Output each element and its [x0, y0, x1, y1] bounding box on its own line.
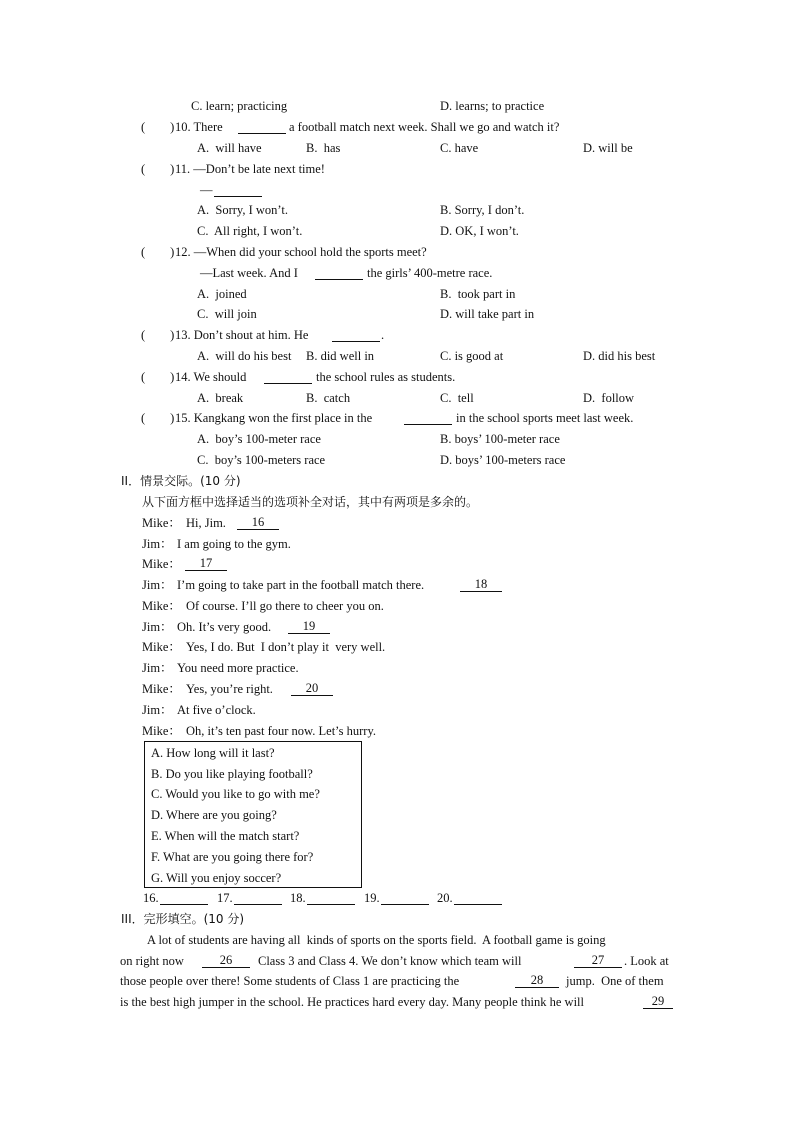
option-a: A. boy’s 100-meter race: [197, 432, 321, 446]
box-option: D. Where are you going?: [151, 808, 277, 822]
dialogue-speaker: Jim：: [142, 661, 173, 675]
question-stem-cont: a football match next week. Shall we go and watch it?: [289, 120, 560, 134]
answer-blank-17: [234, 890, 282, 905]
option-c: C. All right, I won’t.: [197, 224, 303, 238]
section-title: III．完形填空。(10 分): [121, 912, 245, 926]
option-a: A. break: [197, 391, 244, 405]
option-d: D. boys’ 100-meters race: [440, 453, 566, 467]
answer-blank: [332, 327, 380, 342]
question-line2-cont: the girls’ 400-metre race.: [367, 266, 493, 280]
answer-label-18: 18.: [290, 891, 306, 905]
passage-line: those people over there! Some students of Class 1 are practicing the: [120, 974, 460, 988]
dialogue-text: Yes, you’re right.: [186, 682, 273, 696]
answer-label-16: 16.: [143, 891, 159, 905]
question-stem: 11. —Don’t be late next time!: [175, 162, 325, 176]
question-stem-cont: in the school sports meet last week.: [456, 411, 634, 425]
answer-paren: ( ): [141, 328, 175, 342]
option-a: A. Sorry, I won’t.: [197, 203, 288, 217]
dialogue-blank: 19: [288, 619, 330, 634]
answer-blank-16: [160, 890, 208, 905]
passage-blank: 26: [202, 953, 250, 968]
answer-blank-18: [307, 890, 355, 905]
question-line2: —Last week. And I: [200, 266, 298, 280]
question-stem-cont: the school rules as students.: [316, 370, 456, 384]
option-d: D. did his best: [583, 349, 656, 363]
box-option: C. Would you like to go with me?: [151, 787, 320, 801]
dialogue-speaker: Jim：: [142, 578, 173, 592]
option-b: B. catch: [306, 391, 351, 405]
answer-paren: ( ): [141, 245, 175, 259]
dialogue-speaker: Mike：: [142, 599, 181, 613]
dialogue-blank: 20: [291, 681, 333, 696]
answer-paren: ( ): [141, 120, 175, 134]
dialogue-speaker: Mike：: [142, 640, 181, 654]
question-stem: 10. There: [175, 120, 223, 134]
question-stem: 13. Don’t shout at him. He: [175, 328, 309, 342]
option-d: D. will take part in: [440, 307, 535, 321]
section-title: II．情景交际。(10 分): [121, 474, 241, 488]
box-option: E. When will the match start?: [151, 829, 300, 843]
option-c: C. have: [440, 141, 479, 155]
passage-line-cont: Class 3 and Class 4. We don’t know which team will: [258, 954, 522, 968]
option-b: B. boys’ 100-meter race: [440, 432, 560, 446]
answer-paren: ( ): [141, 162, 175, 176]
option-9c: C. learn; practicing: [191, 99, 288, 113]
options-box: [144, 741, 362, 888]
dialogue-speaker: Mike：: [142, 557, 181, 571]
passage-line-cont: . Look at: [624, 954, 669, 968]
dialogue-text: Yes, I do. But I don’t play it very well.: [186, 640, 386, 654]
answer-label-19: 19.: [364, 891, 380, 905]
dialogue-speaker: Mike：: [142, 516, 181, 530]
option-a: A. joined: [197, 287, 247, 301]
dialogue-text: I am going to the gym.: [177, 537, 291, 551]
option-d: D. OK, I won’t.: [440, 224, 519, 238]
dialogue-speaker: Jim：: [142, 537, 173, 551]
passage-line: is the best high jumper in the school. He practices hard every day. Many people think he will: [120, 995, 584, 1009]
passage-blank: 27: [574, 953, 622, 968]
box-option: A. How long will it last?: [151, 746, 275, 760]
option-d: D. follow: [583, 391, 635, 405]
dialogue-blank: 16: [237, 515, 279, 530]
dialogue-speaker: Mike：: [142, 724, 181, 738]
answer-label-17: 17.: [217, 891, 233, 905]
option-b: B. has: [306, 141, 341, 155]
dialogue-text: Oh, it’s ten past four now. Let’s hurry.: [186, 724, 377, 738]
answer-label-20: 20.: [437, 891, 453, 905]
dialogue-text: Oh. It’s very good.: [177, 620, 272, 634]
passage-line-cont: jump. One of them: [566, 974, 664, 988]
dialogue-text: At five o’clock.: [177, 703, 256, 717]
option-b: B. took part in: [440, 287, 516, 301]
dialogue-blank: 17: [185, 556, 227, 571]
question-stem-cont: .: [381, 328, 385, 342]
passage-blank: 29: [643, 994, 673, 1009]
option-c: C. will join: [197, 307, 257, 321]
option-b: B. Sorry, I don’t.: [440, 203, 525, 217]
answer-blank: [214, 182, 262, 197]
question-stem: 15. Kangkang won the first place in the: [175, 411, 373, 425]
answer-blank: [404, 410, 452, 425]
answer-blank-19: [381, 890, 429, 905]
option-a: A. will have: [197, 141, 262, 155]
question-stem: 12. —When did your school hold the sports meet?: [175, 245, 427, 259]
dialogue-blank: 18: [460, 577, 502, 592]
dialogue-speaker: Mike：: [142, 682, 181, 696]
passage-blank: 28: [515, 973, 559, 988]
box-option: B. Do you like playing football?: [151, 767, 313, 781]
option-c: C. is good at: [440, 349, 504, 363]
box-option: G. Will you enjoy soccer?: [151, 871, 282, 885]
option-b: B. did well in: [306, 349, 375, 363]
section-instruction: 从下面方框中选择适当的选项补全对话，其中有两项是多余的。: [142, 495, 479, 509]
dialogue-text: Of course. I’ll go there to cheer you on.: [186, 599, 384, 613]
dialogue-text: I’m going to take part in the football match there.: [177, 578, 425, 592]
answer-paren: ( ): [141, 411, 175, 425]
dialogue-text: Hi, Jim.: [186, 516, 226, 530]
answer-blank: [315, 265, 363, 280]
question-stem: 14. We should: [175, 370, 247, 384]
box-option: F. What are you going there for?: [151, 850, 314, 864]
option-9d: D. learns; to practice: [440, 99, 545, 113]
option-d: D. will be: [583, 141, 633, 155]
answer-blank: [264, 369, 312, 384]
dialogue-speaker: Jim：: [142, 703, 173, 717]
passage-line: on right now: [120, 954, 184, 968]
option-a: A. will do his best: [197, 349, 292, 363]
reply-dash: —: [200, 183, 213, 197]
dialogue-speaker: Jim：: [142, 620, 173, 634]
dialogue-text: You need more practice.: [177, 661, 299, 675]
answer-paren: ( ): [141, 370, 175, 384]
option-c: C. boy’s 100-meters race: [197, 453, 326, 467]
option-c: C. tell: [440, 391, 474, 405]
passage-line: A lot of students are having all kinds of sports on the sports field. A football game is going: [147, 933, 606, 947]
answer-blank: [238, 119, 286, 134]
answer-blank-20: [454, 890, 502, 905]
